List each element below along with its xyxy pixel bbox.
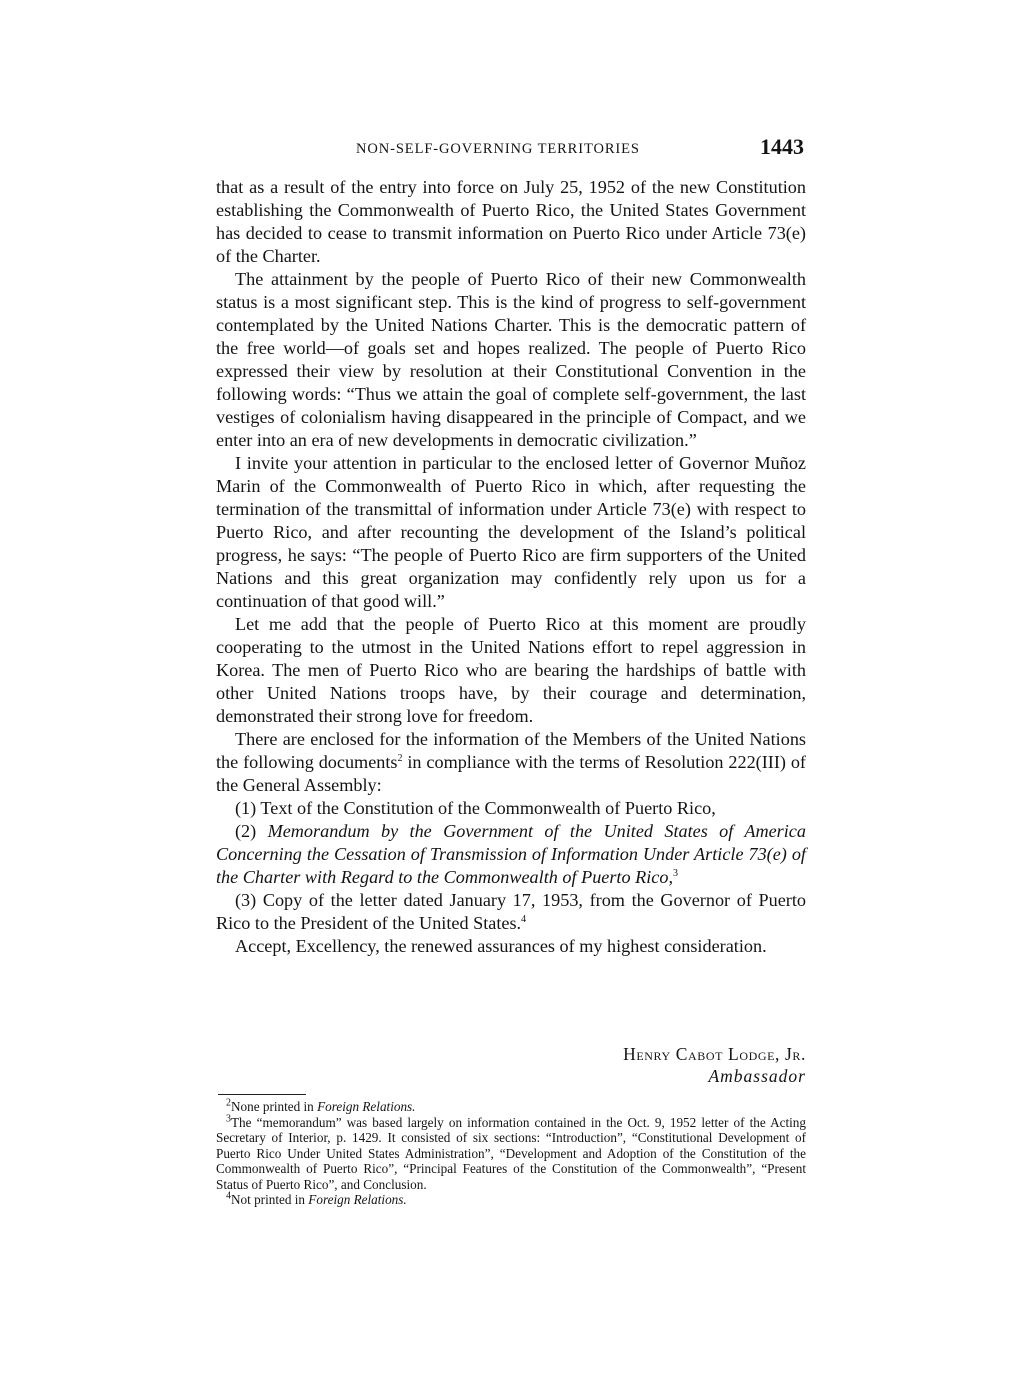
letter-body <box>216 176 806 958</box>
enclosures-text-end: in compliance with the terms of Resolution 222(III) of the General Assembly: <box>216 752 806 795</box>
signatory-title: Ambassador <box>708 1066 806 1086</box>
footnote-4-text: Not printed in <box>231 1192 309 1207</box>
paragraph-governor-letter: I invite your attention in particular to the enclosed letter of Governor Muñoz Marin of the Commonwealth of Puerto Rico in which, after requesting the termination of the transmittal of information under Article 73(e) with respect to Puerto Rico, and after recounting the development of the Island’s political progress, he says: “The people of Puerto Rico are firm supporters of the United Nations and this great organization may confidently rely upon us for a continuation of that good will.” <box>216 453 806 611</box>
document-page <box>216 0 806 1380</box>
footnote-ref-3: 3 <box>673 867 679 879</box>
paragraph-enclosures <box>216 728 806 797</box>
running-title: NON-SELF-GOVERNING TERRITORIES <box>356 141 640 157</box>
footnote-ref-4: 4 <box>521 913 527 925</box>
footnote-2-marker: 2 <box>226 1097 231 1109</box>
footnote-4 <box>216 1192 806 1208</box>
enclosure-item-3 <box>216 889 806 935</box>
footnote-divider <box>218 1094 306 1095</box>
footnote-ref-2: 2 <box>397 752 403 764</box>
enclosure-item-3-text: (3) Copy of the letter dated January 17, 1953, from the Governor of Puerto Rico to the President of the United States. <box>216 890 806 933</box>
enclosure-item-2-title: Memorandum by the Government of the United States of America Concerning the Cessation of Transmission of Information Under Article 73(e) of the Charter with Regard to the Commonwealth of Puerto Rico, <box>216 821 806 887</box>
closing-paragraph: Accept, Excellency, the renewed assurances of my highest consideration. <box>235 936 767 956</box>
enclosures-text-start: There are enclosed for the information of the Members of the United Nations the following documents <box>216 729 806 772</box>
signatory-name: Henry Cabot Lodge, Jr. <box>623 1044 806 1064</box>
signature-block <box>623 1043 806 1087</box>
footnote-2-source: Foreign Relations. <box>317 1099 416 1114</box>
paragraph-continued: that as a result of the entry into force on July 25, 1952 of the new Constitution establishing the Commonwealth of Puerto Rico, the United States Government has decided to cease to transmit information on Puerto Rico under Article 73(e) of the Charter. <box>216 177 806 266</box>
enclosure-item-2-number: (2) <box>235 821 268 841</box>
running-head <box>216 134 806 164</box>
enclosure-item-2 <box>216 820 806 889</box>
footnote-3-marker: 3 <box>226 1113 231 1125</box>
footnote-2 <box>216 1099 806 1115</box>
enclosure-item-1: (1) Text of the Constitution of the Commonwealth of Puerto Rico, <box>235 798 716 818</box>
footnote-3 <box>216 1115 806 1193</box>
footnote-2-text: None printed in <box>231 1099 318 1114</box>
footnote-4-source: Foreign Relations. <box>308 1192 407 1207</box>
footnote-4-marker: 4 <box>226 1190 231 1202</box>
footnotes <box>216 1099 806 1208</box>
paragraph-commonwealth-status: The attainment by the people of Puerto Rico of their new Commonwealth status is a most significant step. This is the kind of progress to self-government contemplated by the United Nations Charter. This is the democratic pattern of the free world—of goals set and hopes realized. The people of Puerto Rico expressed their view by resolution at their Constitutional Convention in the following words: “Thus we attain the goal of complete self-government, the last vestiges of colonialism having disappeared in the principle of Compact, and we enter into an era of new developments in democratic civilization.” <box>216 269 806 450</box>
footnote-3-text: The “memorandum” was based largely on information contained in the Oct. 9, 1952 letter of the Acting Secretary of Interior, p. 1429. It consisted of six sections: “Introduction”, “Constitutional Development of Puerto Rico Under United States Administration”, “Development and Adoption of the Constitution of the Commonwealth of Puerto Rico”, “Principal Features of the Constitution of the Commonwealth”, “Present Status of Puerto Rico”, and Conclusion. <box>216 1114 806 1192</box>
page-number: 1443 <box>760 134 804 159</box>
paragraph-korea: Let me add that the people of Puerto Rico at this moment are proudly cooperating to the utmost in the United Nations effort to repel aggression in Korea. The men of Puerto Rico who are bearing the hardships of battle with other United Nations troops have, by their courage and determination, demonstrated their strong love for freedom. <box>216 614 806 726</box>
